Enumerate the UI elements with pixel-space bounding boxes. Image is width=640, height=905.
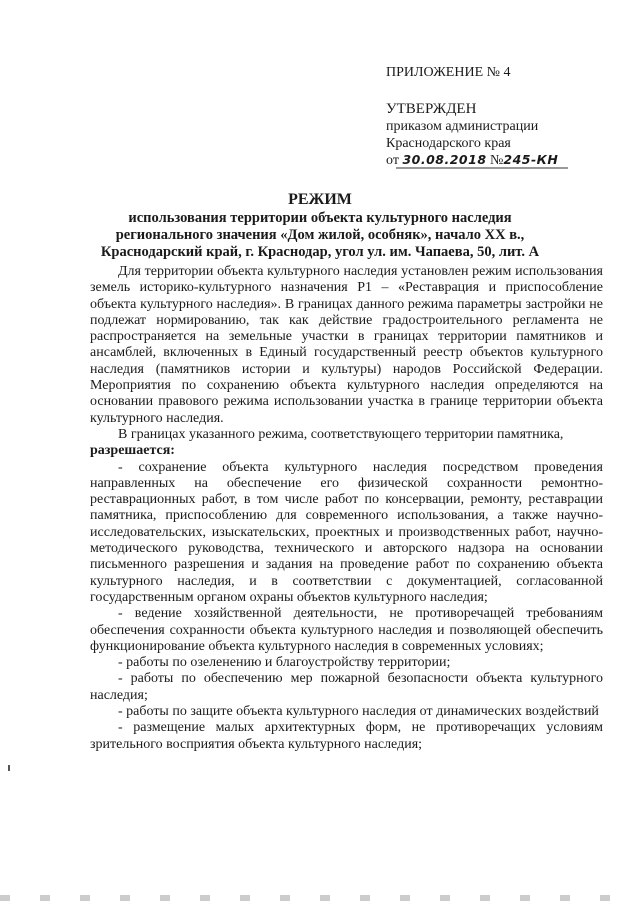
order-date: 30.08.2018 — [402, 152, 487, 167]
order-line-2: Краснодарского края — [386, 136, 511, 151]
signature-underline — [396, 166, 568, 170]
list-item: - работы по озеленению и благоустройству территории; — [118, 655, 451, 671]
list-item: - работы по обеспечению мер пожарной безопасности объекта культурного наследия; — [90, 671, 603, 703]
approved-label: УТВЕРЖДЕН — [386, 101, 477, 117]
document-title: РЕЖИМ — [288, 191, 352, 208]
scan-edge — [0, 895, 640, 901]
list-item: - ведение хозяйственной деятельности, не противоречащей требованиям обеспечения сохранности объекта культурного наследия и позволяющей обеспечить функционирование объекта культурного наследия в современных условиях; — [90, 606, 603, 654]
order-number-sign: № — [490, 153, 504, 168]
title-line-1: использования территории объекта культурного наследия — [128, 210, 512, 226]
title-line-3: Краснодарский край, г. Краснодар, угол ул. им. Чапаева, 50, лит. А — [100, 244, 540, 260]
list-item: - размещение малых архитектурных форм, не противоречащих условиям зрительного восприятия объекта культурного наследия; — [90, 720, 603, 752]
scan-mark — [8, 765, 10, 771]
list-item: - работы по защите объекта культурного наследия от динамических воздействий — [118, 704, 599, 720]
order-number: 245-КН — [503, 152, 559, 167]
list-item: - сохранение объекта культурного наследия посредством проведения направленных на обеспечение его физической сохранности ремонтно-реставрационных работ, в том числе работ по консервации, ремонту, реставрации памятника, приспособлению для современного использования, а также научно-исследовательских, изыскательских, проектных и производственных работ, научно-методического руководства, технического и авторского надзора на основании письменного разрешения и задания на проведение работ по сохранению объекта культурного наследия, и в соответствии с документацией, согласованной государственным органом охраны объектов культурного наследия; — [90, 459, 603, 605]
document-body — [90, 264, 603, 753]
title-line-2: регионального значения «Дом жилой, особняк», начало XX в., — [115, 227, 525, 243]
appendix-label: ПРИЛОЖЕНИЕ № 4 — [386, 65, 511, 80]
allowed-label: разрешается: — [90, 443, 175, 459]
allowed-intro: В границах указанного режима, соответствующего территории памятника, — [118, 426, 564, 442]
intro-paragraph: Для территории объекта культурного наследия установлен режим использования земель историко-культурного назначения Р1 – «Реставрация и приспособление объекта культурного наследия». В границах данного режима параметры застройки не подлежат нормированию, так как действие градостроительного регламента не распространяется на земельные участки в границах территории памятников и ансамблей, включенных в Единый государственный реестр объектов культурного наследия (памятников истории и культуры) народов Российской Федерации. Мероприятия по сохранению объекта культурного наследия определяются на основании правового режима использовании участка в границе территории объекта культурного наследия. — [90, 264, 603, 426]
order-line-1: приказом администрации — [386, 119, 539, 134]
order-prefix: от — [386, 153, 399, 168]
